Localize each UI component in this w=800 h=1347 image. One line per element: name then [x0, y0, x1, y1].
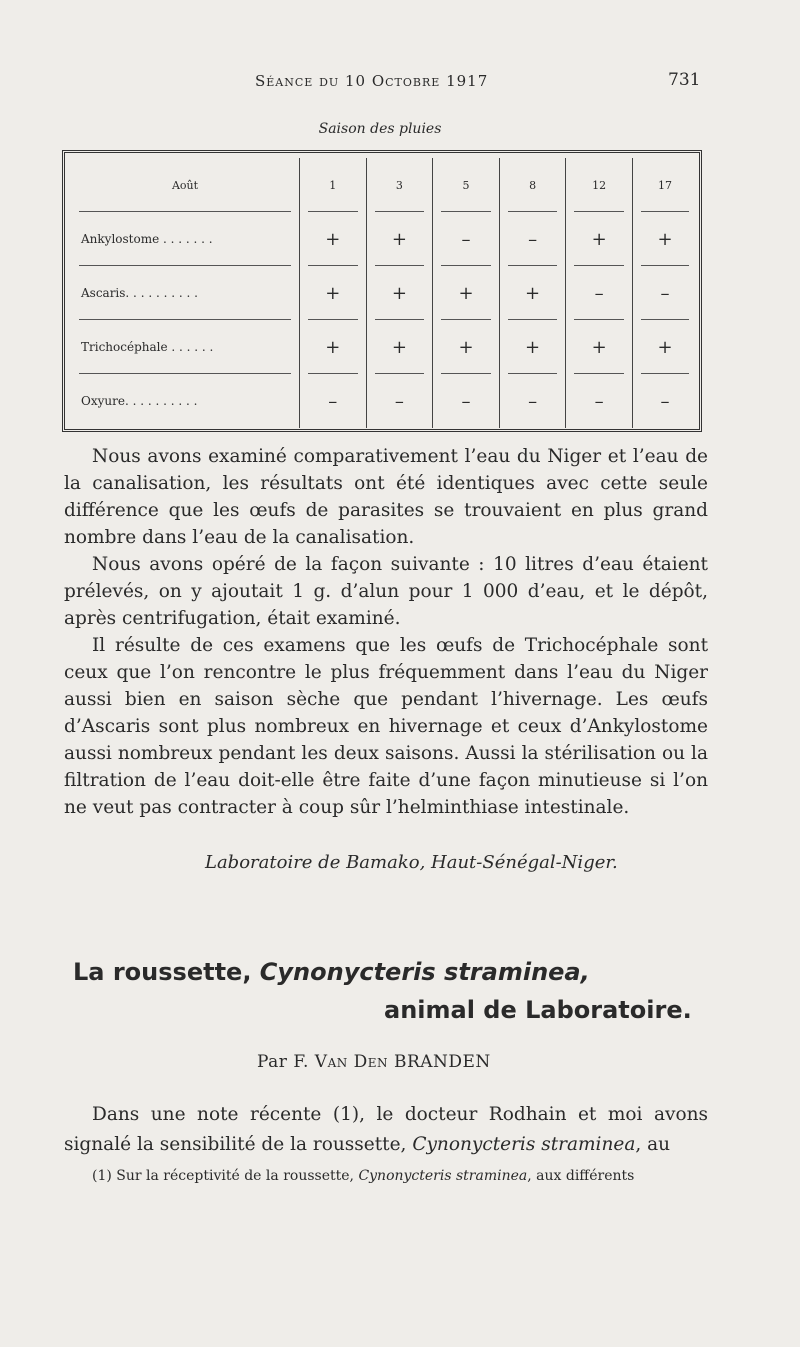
day-header: 17	[632, 158, 697, 212]
result-cell: –	[433, 374, 500, 428]
intro-species: Cynonycteris straminea	[412, 1134, 636, 1155]
paragraph: Nous avons opéré de la façon suivante : 10 litres d’eau étaient prélevés, on y ajoutait 1 g. d’alun pour 1 000 d’eau, et le dépôt, après centrifugation, était examiné.	[64, 554, 708, 629]
day-header: 12	[566, 158, 633, 212]
footnote	[92, 1168, 634, 1184]
running-header	[255, 72, 488, 90]
article-body	[64, 443, 708, 821]
result-cell: –	[566, 374, 633, 428]
result-cell: +	[433, 320, 500, 374]
intro-paragraph	[64, 1100, 708, 1160]
result-cell: +	[632, 212, 697, 266]
parasite-table	[62, 150, 702, 432]
result-cell: +	[499, 320, 566, 374]
laboratory-signature: Laboratoire de Bamako, Haut-Sénégal-Niger.	[205, 852, 618, 873]
byline-surname: BRANDEN	[388, 1052, 491, 1072]
footnote-end: , aux différents	[527, 1168, 635, 1184]
seance-prefix: Séance du	[255, 72, 345, 90]
seance-month: Octobre	[371, 72, 441, 90]
byline-name: Van Den	[314, 1052, 389, 1072]
result-cell: –	[499, 212, 566, 266]
result-cell: +	[499, 266, 566, 320]
title-species: Cynonycteris straminea,	[259, 958, 590, 986]
result-cell: +	[433, 266, 500, 320]
row-label: Ascaris. . . . . . . . . .	[71, 266, 300, 320]
paragraph: Il résulte de ces examens que les œufs de Trichocéphale sont ceux que l’on rencontre le plus fréquemment dans l’eau du Niger aussi bien en saison sèche que pendant l’hivernage. Les œufs d’Ascaris sont plus nombreux en hivernage et ceux d’Ankylostome aussi nombreux pendant les deux saisons. Aussi la stérilisation ou la filtration de l’eau doit-elle être faite d’une façon minutieuse si l’on ne veut pas contracter à coup sûr l’helminthiase intestinale.	[64, 635, 708, 818]
table-header-row	[71, 158, 697, 212]
table-caption: Saison des pluies	[318, 121, 442, 137]
table-row	[71, 212, 697, 266]
seance-year: 1917	[446, 72, 489, 90]
page-number: 731	[668, 70, 701, 90]
result-cell: –	[632, 266, 697, 320]
result-cell: +	[300, 212, 367, 266]
paragraph: Nous avons examiné comparativement l’eau du Niger et l’eau de la canalisation, les résultats ont été identiques avec cette seule différence que les œufs de parasites se trouvaient en plus grand nombre dans l’eau de la canalisation.	[64, 446, 708, 548]
footnote-text: (1) Sur la réceptivité de la roussette,	[92, 1168, 359, 1184]
result-cell: –	[366, 374, 433, 428]
article-title	[73, 958, 590, 986]
result-cell: +	[366, 266, 433, 320]
result-cell: +	[366, 320, 433, 374]
day-header: 3	[366, 158, 433, 212]
footnote-species: Cynonycteris straminea	[358, 1168, 528, 1184]
day-header: 1	[300, 158, 367, 212]
result-cell: +	[632, 320, 697, 374]
day-header: 8	[499, 158, 566, 212]
result-cell: –	[632, 374, 697, 428]
result-cell: +	[300, 266, 367, 320]
row-label: Ankylostome . . . . . . .	[71, 212, 300, 266]
row-label: Oxyure. . . . . . . . . .	[81, 394, 198, 408]
table-row	[71, 374, 697, 428]
row-label: Trichocéphale . . . . . .	[71, 320, 300, 374]
byline-prefix: Par F.	[257, 1052, 315, 1072]
result-cell: +	[300, 320, 367, 374]
result-cell: +	[366, 212, 433, 266]
title-text: La roussette,	[73, 958, 260, 986]
result-cell: –	[566, 266, 633, 320]
day-header: 5	[433, 158, 500, 212]
intro-end: , au	[635, 1134, 671, 1155]
result-cell: –	[499, 374, 566, 428]
seance-day: 10	[344, 72, 367, 90]
result-cell: –	[433, 212, 500, 266]
parasite-table-grid	[71, 158, 697, 428]
table-row	[71, 266, 697, 320]
table-row	[71, 320, 697, 374]
article-title-line2: animal de Laboratoire.	[384, 996, 692, 1024]
result-cell: –	[300, 374, 367, 428]
result-cell: +	[566, 212, 633, 266]
month-header: Août	[71, 158, 300, 212]
intro-text: Dans une note récente (1), le docteur Rodhain et moi avons signalé la sensibilité de la roussette,	[64, 1104, 708, 1155]
result-cell: +	[566, 320, 633, 374]
author-byline	[257, 1052, 491, 1072]
article-intro	[64, 1100, 708, 1160]
